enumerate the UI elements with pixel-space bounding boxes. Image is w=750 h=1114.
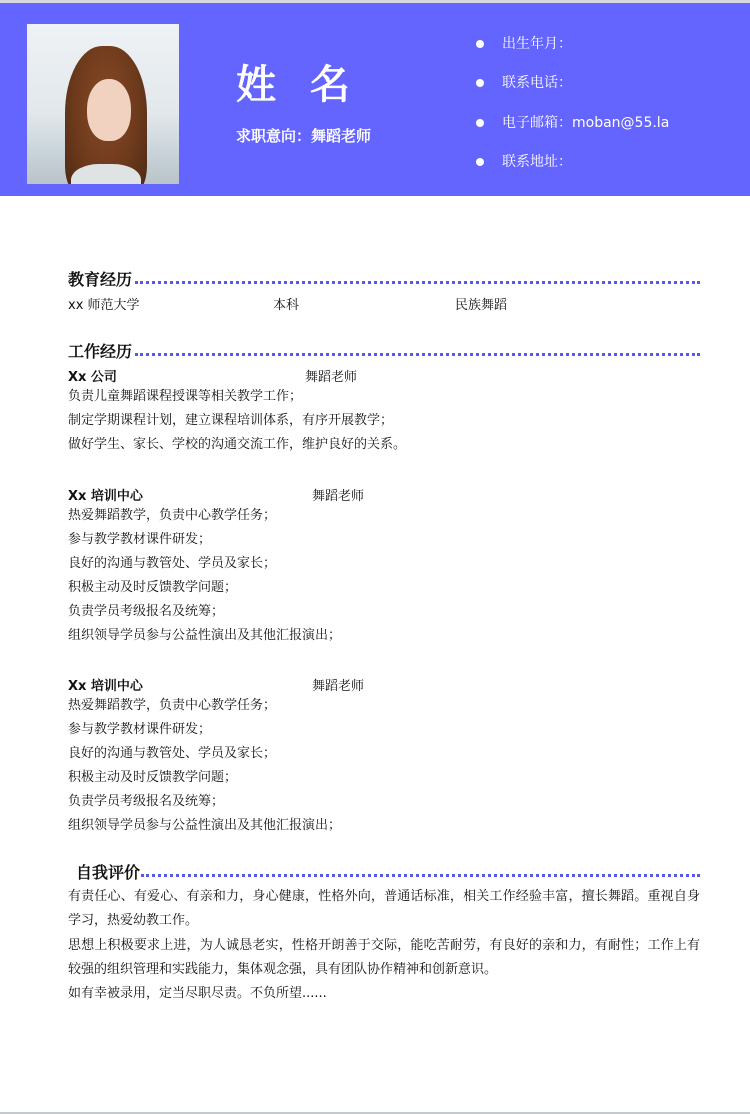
evaluation-paragraph: 有责任心、有爱心、有亲和力，身心健康，性格外向，普通话标准，相关工作经验丰富，擅长舞蹈。重视自身学习，热爱幼教工作。 — [68, 889, 700, 929]
evaluation-paragraph: 如有幸被录用，定当尽职尽责。不负所望...... — [68, 986, 327, 1002]
bullet-icon — [476, 119, 484, 127]
duty-line: 组织领导学员参与公益性演出及其他汇报演出； — [68, 818, 342, 833]
candidate-name: 姓 名 — [236, 62, 360, 108]
education-major: 民族舞蹈 — [455, 298, 508, 313]
contact-birth — [475, 33, 669, 72]
profile-photo — [27, 24, 179, 184]
contact-email — [475, 112, 669, 151]
bullet-icon — [476, 79, 484, 87]
duty-line: 做好学生、家长、学校的沟通交流工作，维护良好的关系。 — [68, 437, 407, 452]
contact-value: moban@55.la — [572, 114, 670, 131]
dotted-divider — [135, 281, 700, 284]
photo-shoulder-shape — [71, 164, 141, 184]
duty-line: 制定学期课程计划，建立课程培训体系，有序开展教学； — [68, 413, 394, 428]
duty-line: 参与教学教材课件研发； — [68, 532, 212, 547]
self-evaluation-text — [68, 885, 700, 1006]
work-duties — [68, 694, 341, 838]
duty-line: 组织领导学员参与公益性演出及其他汇报演出； — [68, 628, 342, 643]
contact-phone — [475, 72, 669, 111]
work-section-title — [68, 339, 700, 362]
duty-line: 热爱舞蹈教学，负责中心教学任务； — [68, 698, 277, 713]
duty-line: 参与教学教材课件研发； — [68, 722, 212, 737]
duty-line: 热爱舞蹈教学，负责中心教学任务； — [68, 508, 277, 523]
duty-line: 负责学员考级报名及统筹； — [68, 794, 225, 809]
duty-line: 良好的沟通与教管处、学员及家长； — [68, 556, 277, 571]
photo-face-shape — [87, 79, 131, 141]
resume-header — [0, 3, 750, 196]
work-role: 舞蹈老师 — [312, 679, 365, 694]
section-heading: 教育经历 — [68, 270, 133, 289]
duty-line: 良好的沟通与教管处、学员及家长； — [68, 746, 277, 761]
contact-list — [475, 33, 669, 190]
duty-line: 负责学员考级报名及统筹； — [68, 604, 225, 619]
job-intent: 求职意向：舞蹈老师 — [236, 127, 372, 145]
self-evaluation-section-title — [76, 860, 700, 883]
duty-line: 积极主动及时反馈教学问题； — [68, 770, 238, 785]
work-role: 舞蹈老师 — [312, 489, 365, 504]
work-duties — [68, 385, 406, 457]
bullet-icon — [476, 40, 484, 48]
contact-label: 联系电话： — [502, 75, 572, 92]
education-degree: 本科 — [273, 298, 300, 313]
contact-label: 电子邮箱： — [502, 114, 572, 131]
section-heading: 自我评价 — [76, 863, 141, 882]
contact-address — [475, 151, 669, 190]
work-org: Xx 培训中心 — [68, 679, 143, 694]
education-section-title — [68, 267, 700, 290]
education-school: xx 师范大学 — [68, 298, 140, 313]
contact-label: 出生年月： — [502, 36, 572, 52]
work-org: Xx 培训中心 — [68, 489, 143, 504]
work-duties — [68, 504, 341, 648]
section-heading: 工作经历 — [68, 342, 133, 361]
duty-line: 积极主动及时反馈教学问题； — [68, 580, 238, 595]
bullet-icon — [476, 158, 484, 166]
dotted-divider — [141, 874, 700, 877]
work-org: Xx 公司 — [68, 370, 117, 385]
contact-label: 联系地址： — [502, 153, 572, 170]
work-role: 舞蹈老师 — [305, 370, 358, 385]
duty-line: 负责儿童舞蹈课程授课等相关教学工作； — [68, 389, 303, 404]
dotted-divider — [135, 353, 700, 356]
evaluation-paragraph: 思想上积极要求上进，为人诚恳老实，性格开朗善于交际，能吃苦耐劳，有良好的亲和力，有耐性；工作上有较强的组织管理和实践能力，集体观念强，具有团队协作精神和创新意识。 — [68, 937, 700, 977]
